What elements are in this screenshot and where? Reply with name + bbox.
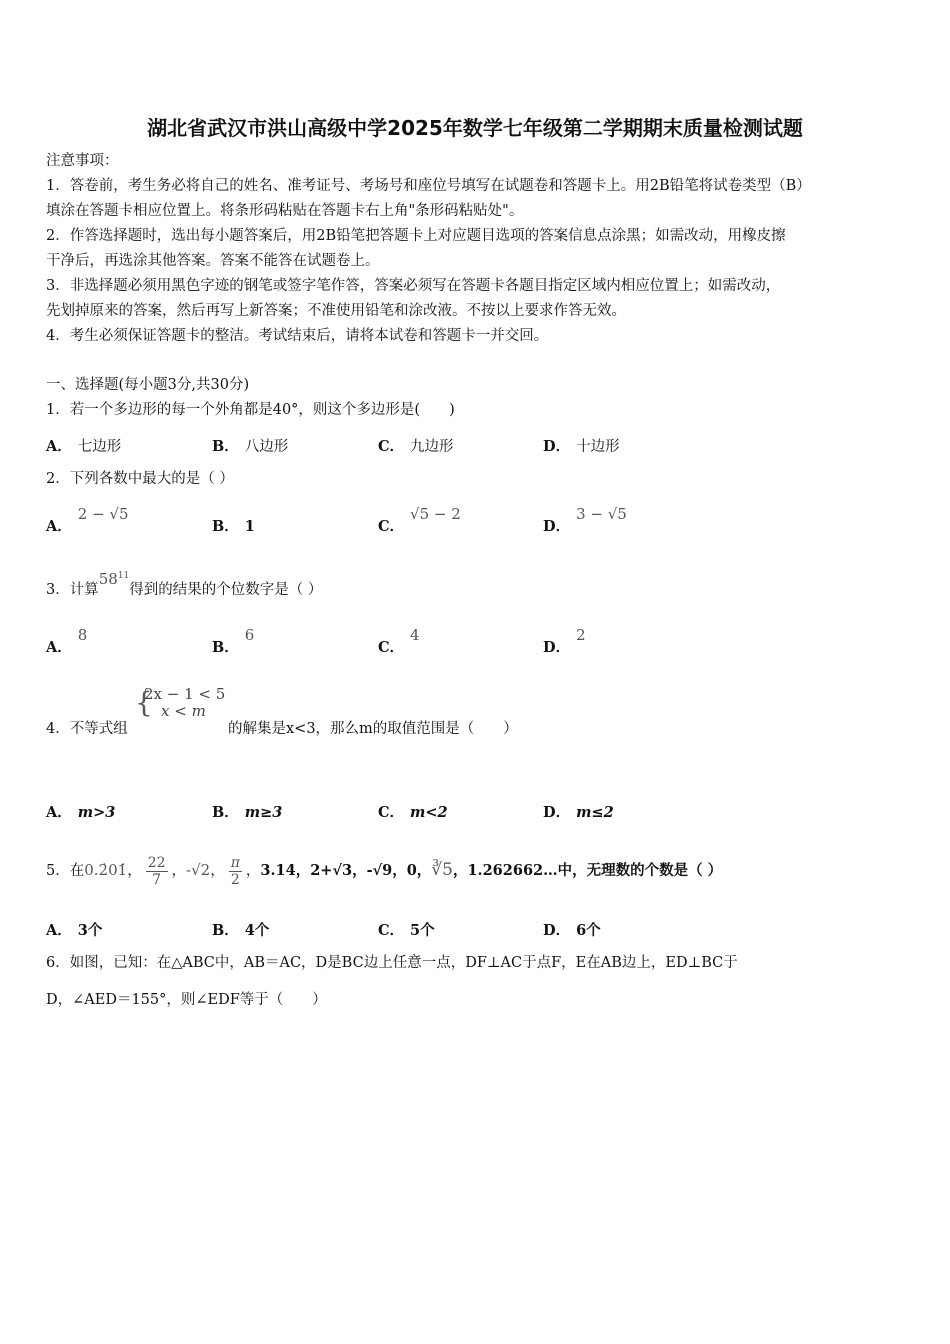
denominator: 7 — [152, 871, 162, 888]
notice-line: 干净后，再选涂其他答案。答案不能答在试题卷上。 — [46, 253, 380, 269]
q3-base: 58 — [98, 569, 118, 588]
q5-suffix: ，1.262662…中，无理数的个数是（ ） — [452, 862, 723, 879]
option-letter: B． — [212, 922, 239, 939]
q5-option-a — [46, 919, 102, 940]
q4-inequality-system — [135, 686, 225, 720]
option-text: 1 — [244, 518, 255, 535]
exam-title: 湖北省武汉市洪山高级中学2025年数学七年级第二学期期末质量检测试题 — [147, 116, 803, 140]
q3-prefix: 3．计算 — [46, 581, 99, 598]
notice-line: 4．考生必须保证答题卡的整洁。考试结束后，请将本试卷和答题卡一并交回。 — [46, 328, 549, 344]
q5-option-d — [543, 919, 601, 940]
q4-ineq-1: 2x − 1 < 5 — [144, 685, 226, 703]
q5-cube-root-5: ∛5 — [431, 860, 453, 880]
q5-prefix: 5．在 — [46, 863, 85, 879]
notice-line: 2．作答选择题时，选出每小题答案后，用2B铅笔把答题卡上对应题目选项的答案信息点涂黑；如需改动，用橡皮擦 — [46, 228, 786, 244]
q5-neg-sqrt2: -√2 — [186, 861, 211, 879]
option-text: 4个 — [244, 922, 270, 939]
option-math: 4 — [410, 626, 420, 644]
q3-option-a — [46, 624, 88, 656]
option-letter: A． — [46, 518, 72, 535]
question-4-suffix: 的解集是x<3，那么m的取值范围是（ ） — [228, 721, 518, 737]
notice-line: 填涂在答题卡相应位置上。将条形码粘贴在答题卡右上角"条形码粘贴处"。 — [46, 203, 524, 219]
option-text: m<2 — [410, 804, 448, 821]
q2-option-b — [212, 515, 255, 536]
question-1-text: 1．若一个多边形的每一个外角都是40°，则这个多边形是( ) — [46, 402, 455, 418]
option-math: 2 — [576, 626, 586, 644]
q4-ineq-2: x < m — [161, 702, 206, 720]
q4-option-a — [46, 801, 115, 822]
option-text: 七边形 — [77, 439, 122, 455]
option-letter: C． — [378, 438, 405, 455]
notice-heading: 注意事项： — [46, 153, 119, 169]
q5-repeating-decimal: 0.2̇01̇ — [84, 861, 128, 879]
option-math: 2 − √5 — [77, 505, 129, 523]
option-letter: D． — [543, 639, 571, 656]
numerator: 22 — [147, 854, 166, 871]
numerator: π — [230, 854, 240, 871]
option-letter: B． — [212, 518, 239, 535]
option-letter: C． — [378, 922, 405, 939]
option-letter: A． — [46, 438, 72, 455]
notice-line: 先划掉原来的答案，然后再写上新答案；不准使用铅笔和涂改液。不按以上要求作答无效。 — [46, 303, 626, 319]
option-math: √5 − 2 — [410, 505, 461, 523]
q1-option-d — [543, 435, 620, 456]
section-heading: 一、选择题(每小题3分,共30分) — [46, 377, 250, 393]
q2-option-c — [378, 503, 461, 535]
option-letter: D． — [543, 438, 571, 455]
option-text: 八边形 — [244, 439, 289, 455]
option-text: 6个 — [576, 922, 601, 939]
option-letter: C． — [378, 804, 405, 821]
option-text: 十边形 — [576, 439, 620, 455]
option-math: 8 — [77, 626, 88, 644]
q3-option-c — [378, 624, 420, 656]
notice-line: 3．非选择题必须用黑色字迹的钢笔或签字笔作答，答案必须写在答题卡各题目指定区域内相应位置上；如需改动， — [46, 278, 781, 294]
option-letter: D． — [543, 804, 571, 821]
q5-values: 3.14，2+√3，-√9，0， — [260, 862, 432, 879]
option-letter: B． — [212, 804, 239, 821]
q1-option-a — [46, 435, 121, 456]
q5-fraction-22-7 — [146, 855, 168, 888]
option-letter: B． — [212, 438, 239, 455]
option-text: 3个 — [77, 922, 103, 939]
option-letter: D． — [543, 922, 571, 939]
question-6-line-1: 6．如图，已知：在△ABC中，AB＝AC，D是BC边上任意一点，DF⊥AC于点F，E在AB边上，ED⊥BC于 — [46, 955, 738, 971]
option-text: m>3 — [77, 804, 116, 821]
option-math: 6 — [244, 626, 255, 644]
option-math: 3 − √5 — [576, 505, 627, 523]
question-2-text: 2．下列各数中最大的是（ ） — [46, 471, 234, 487]
q5-fraction-pi-2 — [229, 855, 242, 888]
option-letter: A． — [46, 804, 72, 821]
brace-icon: { — [135, 686, 153, 719]
q4-option-d — [543, 801, 614, 822]
question-4-prefix: 4．不等式组 — [46, 721, 128, 737]
option-text: 九边形 — [410, 439, 454, 455]
q4-option-b — [212, 801, 282, 822]
q1-option-c — [378, 435, 454, 456]
question-6-line-2: D，∠AED＝155°，则∠EDF等于（ ） — [46, 992, 327, 1008]
q3-option-d — [543, 624, 586, 656]
option-letter: A． — [46, 639, 72, 656]
q4-option-c — [378, 801, 448, 822]
option-letter: D． — [543, 518, 571, 535]
option-letter: C． — [378, 639, 405, 656]
q2-option-d — [543, 503, 627, 535]
option-text: m≤2 — [576, 804, 614, 821]
q3-exponent: 11 — [117, 571, 130, 581]
option-letter: B． — [212, 639, 239, 656]
q2-option-a — [46, 503, 129, 535]
q1-option-b — [212, 435, 288, 456]
question-3-text — [46, 569, 323, 600]
denominator: 2 — [230, 871, 240, 888]
q3-suffix: 得到的结果的个位数字是（ ） — [129, 581, 323, 598]
q5-option-c — [378, 919, 435, 940]
q5-option-b — [212, 919, 269, 940]
option-text: 5个 — [410, 922, 435, 939]
notice-line: 1．答卷前，考生务必将自己的姓名、准考证号、考场号和座位号填写在试题卷和答题卡上。用2B铅笔将试卷类型（B） — [46, 178, 811, 194]
option-letter: A． — [46, 922, 72, 939]
question-5-text: 5．在0.2̇01̇， $\frac{22}{7}$ ，-√2， $\frac{\pi}{2}$ ，3.14，2+√3，-√9，0，∛5，1.262662…中，无理数的个数是（ ） — [46, 854, 723, 888]
q3-option-b — [212, 624, 255, 656]
option-text: m≥3 — [244, 804, 283, 821]
option-letter: C． — [378, 518, 405, 535]
